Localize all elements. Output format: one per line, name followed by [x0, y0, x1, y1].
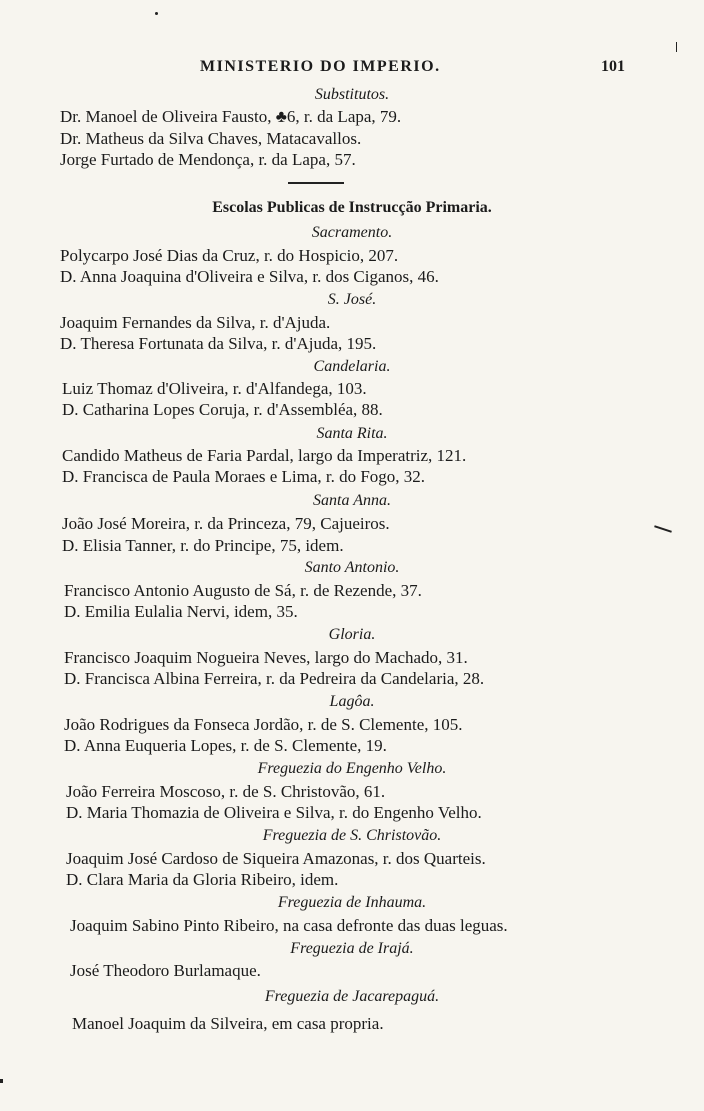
- list-item: [66, 802, 482, 824]
- list-item: [62, 378, 367, 400]
- page-number: 101: [601, 58, 625, 75]
- entry-text: D. Francisca Albina Ferreira, r. da Pedreira da Candelaria, 28.: [64, 669, 485, 688]
- list-item: [64, 580, 422, 602]
- parish-heading: [0, 986, 704, 1008]
- entry-text: Candido Matheus de Faria Pardal, largo da Imperatriz, 121.: [62, 446, 467, 465]
- entry-text: Joaquim José Cardoso de Siqueira Amazonas, r. dos Quarteis.: [66, 849, 486, 868]
- print-speck: [155, 12, 158, 15]
- entry-text: Francisco Joaquim Nogueira Neves, largo do Machado, 31.: [64, 648, 468, 667]
- entry-text: D. Theresa Fortunata da Silva, r. d'Ajuda, 195.: [60, 334, 377, 353]
- list-item: [60, 245, 398, 267]
- parish-name: Freguezia do Engenho Velho.: [257, 760, 447, 777]
- entry-text: Polycarpo José Dias da Cruz, r. do Hospicio, 207.: [60, 246, 399, 265]
- entry-text: Luiz Thomaz d'Oliveira, r. d'Alfandega, 103.: [62, 379, 367, 398]
- entry-text: João Ferreira Moscoso, r. de S. Christovão, 61.: [66, 782, 386, 801]
- substitutos-heading: Substitutos.: [314, 86, 390, 103]
- parish-heading: [0, 624, 704, 646]
- running-title: MINISTERIO DO IMPERIO.: [200, 58, 441, 75]
- list-item: [60, 266, 439, 288]
- entry-text: D. Francisca de Paula Moraes e Lima, r. do Fogo, 32.: [62, 467, 426, 486]
- list-item: [66, 848, 486, 870]
- substitutos-line: Dr. Manoel de Oliveira Fausto, ♣6, r. da Lapa, 79.: [60, 107, 402, 126]
- parish-heading: [0, 825, 704, 847]
- parish-name: Santa Rita.: [316, 425, 388, 442]
- entry-text: D. Anna Euqueria Lopes, r. de S. Clemente, 19.: [64, 736, 387, 755]
- list-item: [62, 399, 383, 421]
- list-item: [66, 781, 385, 803]
- list-item: [62, 445, 466, 467]
- list-item: [64, 735, 387, 757]
- list-item: [60, 333, 376, 355]
- substitutos-line: Jorge Furtado de Mendonça, r. da Lapa, 57.: [60, 150, 356, 169]
- list-item: [64, 668, 484, 690]
- list-item: [64, 601, 298, 623]
- entry-text: D. Clara Maria da Gloria Ribeiro, idem.: [66, 870, 339, 889]
- page-header: [0, 58, 704, 84]
- print-speck: [676, 42, 677, 52]
- parish-heading: [0, 938, 704, 960]
- parish-heading: [0, 892, 704, 914]
- parish-name: Santa Anna.: [313, 492, 391, 509]
- parish-heading: [0, 490, 704, 512]
- parish-heading: [0, 423, 704, 445]
- parish-name: Freguezia de Jacarepaguá.: [264, 988, 440, 1005]
- entry-text: Joaquim Sabino Pinto Ribeiro, na casa defronte das duas leguas.: [70, 916, 508, 935]
- parish-name: Freguezia de Inhauma.: [277, 894, 427, 911]
- entry-text: D. Emilia Eulalia Nervi, idem, 35.: [64, 602, 298, 621]
- parish-heading: [0, 289, 704, 311]
- parish-heading: [0, 222, 704, 244]
- parish-name: Santo Antonio.: [304, 559, 400, 576]
- entry-text: D. Anna Joaquina d'Oliveira e Silva, r. dos Ciganos, 46.: [60, 267, 439, 286]
- parish-heading: [0, 691, 704, 713]
- parish-name: Freguezia de S. Christovão.: [262, 827, 442, 844]
- print-speck: [0, 1079, 3, 1083]
- parish-heading: [0, 356, 704, 378]
- entry-text: Joaquim Fernandes da Silva, r. d'Ajuda.: [60, 313, 331, 332]
- parish-name: Lagôa.: [329, 693, 375, 710]
- parish-name: Sacramento.: [311, 224, 393, 241]
- entry-text: João Rodrigues da Fonseca Jordão, r. de S. Clemente, 105.: [64, 715, 463, 734]
- entry-text: José Theodoro Burlamaque.: [70, 961, 261, 980]
- section-divider: [288, 182, 344, 184]
- list-item: [70, 960, 261, 982]
- list-item: [62, 513, 390, 535]
- list-item: [72, 1013, 384, 1035]
- list-item: [60, 312, 330, 334]
- substitutos-line: Dr. Matheus da Silva Chaves, Matacavallos.: [60, 129, 362, 148]
- parish-heading: [0, 557, 704, 579]
- section-title: Escolas Publicas de Instrucção Primaria.: [212, 199, 492, 216]
- entry-text: João José Moreira, r. da Princeza, 79, Cajueiros.: [62, 514, 390, 533]
- list-item: [62, 535, 344, 557]
- list-item: [64, 647, 468, 669]
- parish-name: Candelaria.: [313, 358, 391, 375]
- list-item: [70, 915, 508, 937]
- list-item: [62, 466, 425, 488]
- parish-name: Freguezia de Irajá.: [290, 940, 414, 957]
- parish-name: S. José.: [327, 291, 377, 308]
- entry-text: D. Catharina Lopes Coruja, r. d'Assembléa, 88.: [62, 400, 383, 419]
- parish-name: Gloria.: [328, 626, 376, 643]
- entry-text: D. Maria Thomazia de Oliveira e Silva, r. do Engenho Velho.: [66, 803, 482, 822]
- list-item: [66, 869, 338, 891]
- parish-heading: [0, 758, 704, 780]
- entry-text: Manoel Joaquim da Silveira, em casa propria.: [72, 1014, 384, 1033]
- entry-text: Francisco Antonio Augusto de Sá, r. de Rezende, 37.: [64, 581, 422, 600]
- print-speck: [654, 525, 672, 532]
- entry-text: D. Elisia Tanner, r. do Principe, 75, idem.: [62, 536, 344, 555]
- list-item: [64, 714, 463, 736]
